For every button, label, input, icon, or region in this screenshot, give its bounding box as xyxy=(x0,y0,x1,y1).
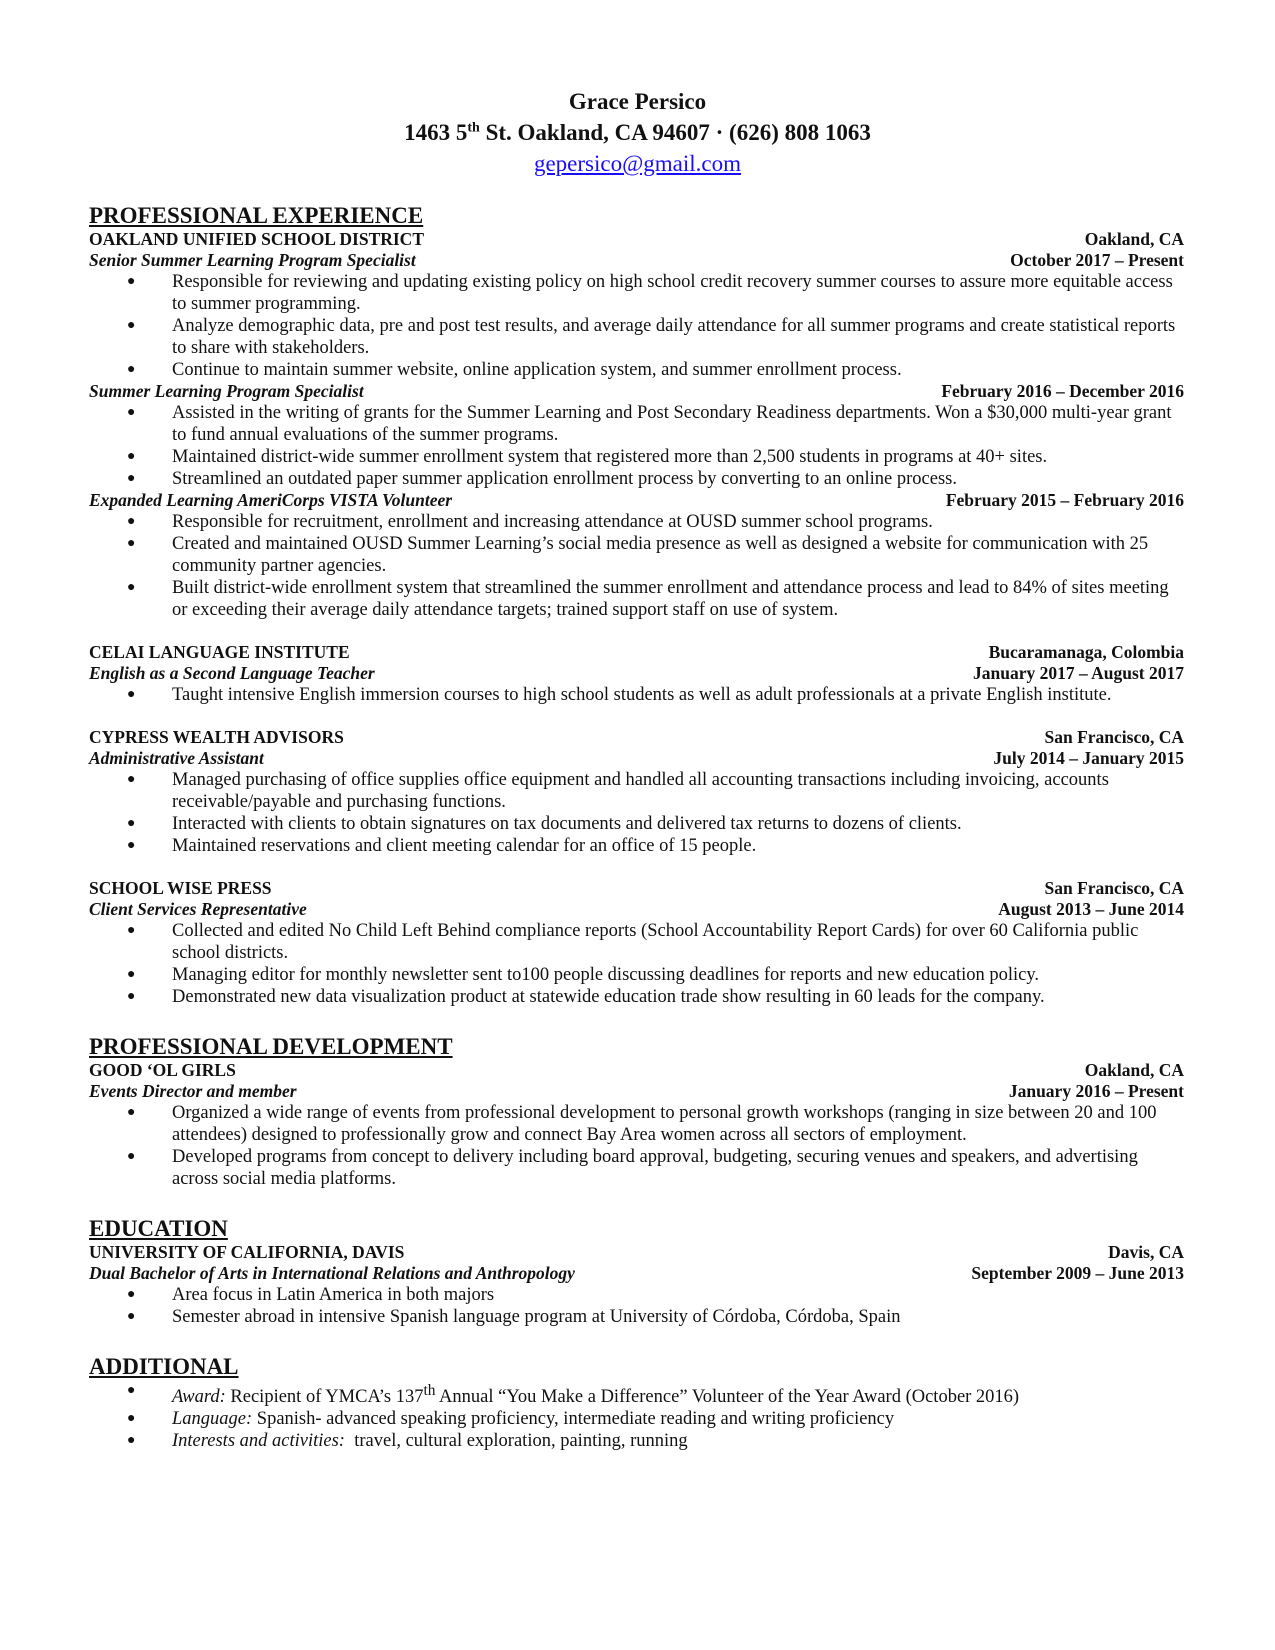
bullet-icon: ● xyxy=(127,838,136,853)
bullet-text: Built district-wide enrollment system that streamlined the summer enrollment and attendance process and lead to 84% of sites meeting or exceeding their average daily attendance targets; trained support staff on use of system. xyxy=(172,578,1169,620)
bullet-item xyxy=(89,315,1184,359)
bullet-item xyxy=(89,813,1184,835)
bullet-icon: ● xyxy=(127,1433,136,1449)
role-row xyxy=(89,381,1184,402)
bullet-text: Area focus in Latin America in both majors xyxy=(172,1285,495,1305)
role-row xyxy=(89,899,1184,920)
org-row xyxy=(89,878,1184,899)
bullet-text: Assisted in the writing of grants for the Summer Learning and Post Secondary Readiness departments. Won a $30,000 multi-year grant to fund annual evaluations of the summer programs. xyxy=(172,403,1172,445)
section-development xyxy=(89,1034,1184,1190)
bullet-icon: ● xyxy=(127,274,136,289)
award-label: Award: xyxy=(172,1387,226,1408)
bullet-item xyxy=(89,359,1184,381)
bullet-icon: ● xyxy=(127,1149,136,1164)
bullet-text: Created and maintained OUSD Summer Learning’s social media presence as well as designed a website for communication with 25 community partner agencies. xyxy=(172,534,1149,576)
role-title: Expanded Learning AmeriCorps VISTA Volunteer xyxy=(89,490,453,510)
bullet-icon: ● xyxy=(127,816,136,831)
bullet-icon: ● xyxy=(127,318,136,333)
section-title-experience: PROFESSIONAL EXPERIENCE xyxy=(89,203,424,228)
bullet-item-interests xyxy=(89,1430,1184,1452)
bullet-item xyxy=(89,1284,1184,1306)
award-text-1: Recipient of YMCA’s 137 xyxy=(225,1387,424,1408)
degree-title: Dual Bachelor of Arts in International Relations and Anthropology xyxy=(89,1263,575,1283)
entry-cypress xyxy=(89,727,1184,857)
bullet-icon: ● xyxy=(127,772,136,787)
org-row xyxy=(89,642,1184,663)
bullet-text: Maintained reservations and client meeting calendar for an office of 15 people. xyxy=(172,836,757,856)
address-superscript: th xyxy=(467,120,480,136)
bullet-icon: ● xyxy=(127,687,136,702)
interests-text: travel, cultural exploration, painting, running xyxy=(344,1431,688,1452)
role-row xyxy=(89,663,1184,684)
org-name: UNIVERSITY OF CALIFORNIA, DAVIS xyxy=(89,1242,405,1262)
bullet-text: Continue to maintain summer website, online application system, and summer enrollment process. xyxy=(172,360,902,380)
bullet-item xyxy=(89,684,1184,706)
award-superscript: th xyxy=(423,1382,436,1399)
bullet-icon: ● xyxy=(127,967,136,982)
bullet-text: Collected and edited No Child Left Behind compliance reports (School Accountability Report Cards) for over 60 California public school districts. xyxy=(172,921,1139,963)
candidate-name: Grace Persico xyxy=(568,89,707,114)
bullet-icon: ● xyxy=(127,449,136,464)
bullet-text: Analyze demographic data, pre and post test results, and average daily attendance for all summer programs and create statistical reports to share with stakeholders. xyxy=(172,316,1176,358)
entry-ousd xyxy=(89,229,1184,621)
section-title-additional: ADDITIONAL xyxy=(89,1354,239,1379)
bullet-item xyxy=(89,1306,1184,1328)
org-location: San Francisco, CA xyxy=(1044,727,1184,747)
org-location: Oakland, CA xyxy=(1084,229,1184,249)
bullet-list xyxy=(89,769,1184,857)
org-location: Davis, CA xyxy=(1108,1242,1184,1262)
bullet-item xyxy=(89,986,1184,1008)
section-title-education: EDUCATION xyxy=(89,1216,228,1241)
role-title: Events Director and member xyxy=(89,1081,297,1101)
entry-celai xyxy=(89,642,1184,706)
bullet-icon: ● xyxy=(127,1105,136,1120)
org-row xyxy=(89,727,1184,748)
bullet-item xyxy=(89,402,1184,446)
bullet-icon: ● xyxy=(127,1309,136,1324)
bullet-text: Managed purchasing of office supplies office equipment and handled all accounting transactions including invoicing, accounts receivable/payable and purchasing functions. xyxy=(172,770,1109,812)
bullet-icon: ● xyxy=(127,536,136,551)
email-link[interactable]: gepersico@gmail.com xyxy=(533,151,742,176)
org-location: Oakland, CA xyxy=(1084,1060,1184,1080)
education-dates: September 2009 – June 2013 xyxy=(971,1263,1184,1283)
bullet-list xyxy=(89,920,1184,1008)
role-title: Summer Learning Program Specialist xyxy=(89,381,364,401)
org-row xyxy=(89,229,1184,250)
bullet-text: Streamlined an outdated paper summer application enrollment process by converting to an online process. xyxy=(172,469,957,489)
bullet-item-language xyxy=(89,1408,1184,1430)
bullet-icon: ● xyxy=(127,923,136,938)
bullet-text: Maintained district-wide summer enrollment system that registered more than 2,500 students in programs at 40+ sites. xyxy=(172,447,1048,467)
bullet-icon: ● xyxy=(127,514,136,529)
role-row xyxy=(89,490,1184,511)
bullet-item xyxy=(89,271,1184,315)
bullet-list xyxy=(89,684,1184,706)
bullet-item xyxy=(89,577,1184,621)
role-row xyxy=(89,748,1184,769)
bullet-icon: ● xyxy=(127,989,136,1004)
bullet-item xyxy=(89,1146,1184,1190)
bullet-icon: ● xyxy=(127,1383,136,1398)
section-education xyxy=(89,1216,1184,1328)
org-row xyxy=(89,1242,1184,1263)
bullet-text: Responsible for reviewing and updating existing policy on high school credit recovery summer courses to assure more equitable access to summer programming. xyxy=(172,272,1173,314)
org-name: GOOD ‘OL GIRLS xyxy=(89,1060,236,1080)
bullet-icon: ● xyxy=(127,405,136,420)
role-row xyxy=(89,1263,1184,1284)
interests-label: Interests and activities: xyxy=(172,1431,345,1452)
role-dates: January 2017 – August 2017 xyxy=(972,663,1184,683)
bullet-item xyxy=(89,835,1184,857)
bullet-item xyxy=(89,446,1184,468)
bullet-list xyxy=(89,1380,1184,1452)
address-part-1: 1463 5 xyxy=(404,120,468,145)
language-label: Language: xyxy=(172,1409,253,1430)
section-title-development: PROFESSIONAL DEVELOPMENT xyxy=(89,1034,453,1059)
bullet-item xyxy=(89,1102,1184,1146)
role-dates: February 2016 – December 2016 xyxy=(941,381,1184,401)
role-dates: January 2016 – Present xyxy=(1008,1081,1184,1101)
org-location: Bucaramanaga, Colombia xyxy=(988,642,1184,662)
bullet-icon: ● xyxy=(127,471,136,486)
role-dates: August 2013 – June 2014 xyxy=(998,899,1184,919)
role-row xyxy=(89,1081,1184,1102)
bullet-item xyxy=(89,533,1184,577)
org-name: CELAI LANGUAGE INSTITUTE xyxy=(89,642,350,662)
address-part-2: St. Oakland, CA 94607 · (626) 808 1063 xyxy=(479,120,871,145)
bullet-list xyxy=(89,402,1184,490)
bullet-icon: ● xyxy=(127,580,136,595)
role-title: Administrative Assistant xyxy=(89,748,264,768)
bullet-text: Managing editor for monthly newsletter sent to100 people discussing deadlines for reports and new education policy. xyxy=(172,965,1040,985)
bullet-text: Semester abroad in intensive Spanish language program at University of Córdoba, Córdoba, Spain xyxy=(172,1307,901,1327)
bullet-text: Developed programs from concept to delivery including board approval, budgeting, securing venues and speakers, and advertising across social media platforms. xyxy=(172,1147,1138,1189)
role-dates: February 2015 – February 2016 xyxy=(945,490,1184,510)
bullet-text: Taught intensive English immersion courses to high school students as well as adult professionals at a private English institute. xyxy=(172,685,1112,705)
role-dates: July 2014 – January 2015 xyxy=(993,748,1184,768)
resume-header xyxy=(0,86,1275,179)
role-row xyxy=(89,250,1184,271)
award-text-2: Annual “You Make a Difference” Volunteer of the Year Award (October 2016) xyxy=(435,1387,1020,1408)
org-row xyxy=(89,1060,1184,1081)
section-additional xyxy=(89,1354,1184,1452)
role-title: Senior Summer Learning Program Specialist xyxy=(89,250,416,270)
bullet-list xyxy=(89,511,1184,621)
bullet-text: Organized a wide range of events from professional development to personal growth workshops (ranging in size between 20 and 100 attendees) designed to professionally grow and connect Bay Area women across all sectors of employment. xyxy=(172,1103,1157,1145)
entry-schoolwise xyxy=(89,878,1184,1008)
role-title: English as a Second Language Teacher xyxy=(89,663,375,683)
bullet-text: Demonstrated new data visualization product at statewide education trade show resulting in 60 leads for the company. xyxy=(172,987,1045,1007)
bullet-list xyxy=(89,1284,1184,1328)
role-title: Client Services Representative xyxy=(89,899,307,919)
bullet-text: Responsible for recruitment, enrollment and increasing attendance at OUSD summer school programs. xyxy=(172,512,933,532)
org-name: CYPRESS WEALTH ADVISORS xyxy=(89,727,344,747)
contact-address-phone xyxy=(0,117,1275,148)
org-name: SCHOOL WISE PRESS xyxy=(89,878,272,898)
bullet-icon: ● xyxy=(127,1287,136,1302)
resume-body xyxy=(89,203,1184,1452)
bullet-text: Interacted with clients to obtain signatures on tax documents and delivered tax returns to dozens of clients. xyxy=(172,814,962,834)
bullet-item xyxy=(89,468,1184,490)
bullet-item xyxy=(89,964,1184,986)
bullet-item-award xyxy=(89,1380,1184,1408)
bullet-icon: ● xyxy=(127,1411,136,1427)
bullet-list xyxy=(89,271,1184,381)
org-location: San Francisco, CA xyxy=(1044,878,1184,898)
bullet-list xyxy=(89,1102,1184,1190)
bullet-item xyxy=(89,511,1184,533)
bullet-icon: ● xyxy=(127,362,136,377)
bullet-item xyxy=(89,769,1184,813)
bullet-item xyxy=(89,920,1184,964)
role-dates: October 2017 – Present xyxy=(1010,250,1184,270)
section-experience xyxy=(89,203,1184,1008)
org-name: OAKLAND UNIFIED SCHOOL DISTRICT xyxy=(89,229,424,249)
language-text: Spanish- advanced speaking proficiency, intermediate reading and writing proficiency xyxy=(252,1409,895,1430)
